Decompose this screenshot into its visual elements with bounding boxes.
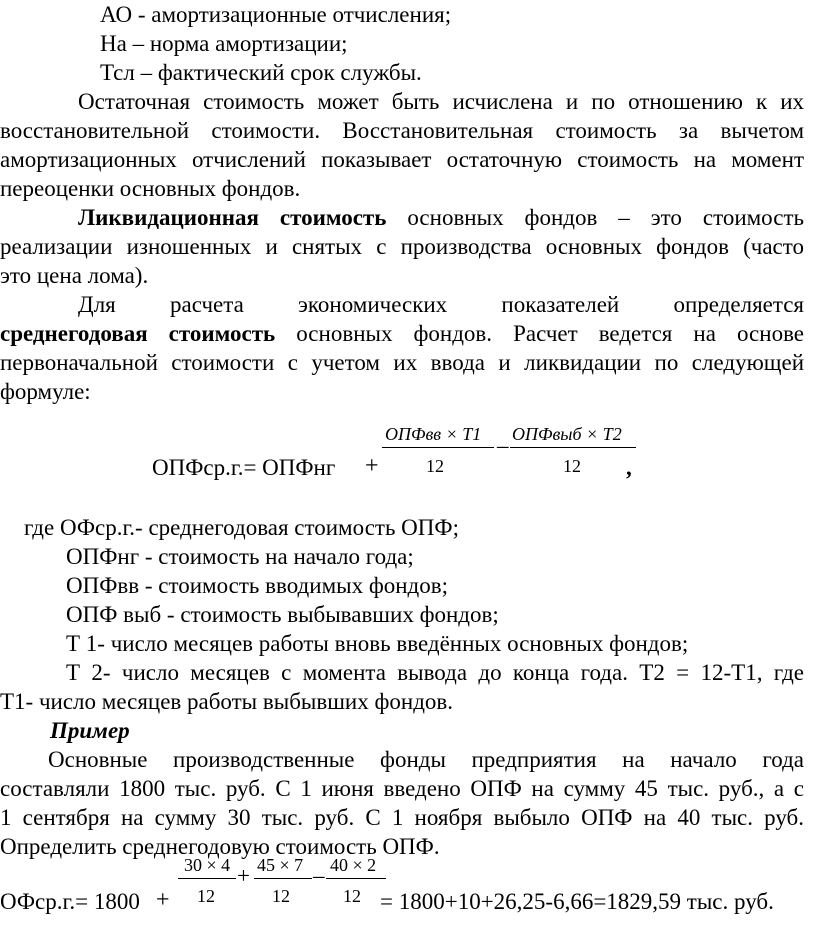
average-line-2: среднегодовая стоимость основных фондов. Расчет ведется на основе xyxy=(0,321,805,346)
average-term: среднегодовая стоимость xyxy=(0,321,276,346)
formula2-result: = 1800+10+26,25-6,66=1829,59 тыс. руб. xyxy=(380,889,774,914)
def-na: На – норма амортизации; xyxy=(100,31,348,56)
example-heading: Пример xyxy=(50,718,130,743)
formula2-d1: 12 xyxy=(197,886,215,906)
def-ofsrg: где ОФср.г.- среднегодовая стоимость ОПФ; xyxy=(24,515,459,540)
formula2-plus0: + xyxy=(156,887,170,913)
def-t1-retired: Т1- число месяцев работы выбывших фондов. xyxy=(0,689,454,714)
formula-minus: – xyxy=(497,433,509,458)
def-t2: Т 2- число месяцев с момента вывода до конца года. Т2 = 12-Т1, где xyxy=(66,660,804,685)
residual-line-1: Остаточная стоимость может быть исчислена и по отношению к их xyxy=(78,89,804,114)
formula-den2: 12 xyxy=(563,456,581,476)
average-line-3: первоначальной стоимости с учетом их ввода и ликвидации по следующей xyxy=(0,350,804,375)
fraction2-bar-2 xyxy=(254,878,312,879)
fraction2-bar-3 xyxy=(326,878,386,879)
average-line-1: Для расчета экономических показателей определяется xyxy=(78,292,804,317)
def-tsl: Тсл – фактический срок службы. xyxy=(100,60,422,85)
formula-den1: 12 xyxy=(426,456,444,476)
fraction2-bar-1 xyxy=(178,878,236,879)
def-opfvv: ОПФвв - стоимость вводимых фондов; xyxy=(66,573,448,598)
formula2-d2: 12 xyxy=(272,886,290,906)
formula2-n2: 45 × 7 xyxy=(257,855,304,875)
liquidation-line-2: реализации изношенных и снятых с производства основных фондов (часто xyxy=(0,234,804,259)
average-line-4: формуле: xyxy=(0,379,91,404)
fraction-bar-1 xyxy=(382,447,494,448)
example-line-1: Основные производственные фонды предприятия на начало года xyxy=(48,747,804,772)
example-line-2: составляли 1800 тыс. руб. С 1 июня введено ОПФ на сумму 45 тыс. руб., а с xyxy=(0,776,804,801)
residual-line-3: амортизационных отчислений показывает остаточную стоимость на момент xyxy=(0,147,804,172)
formula-num2: ОПФвыб × Т2 xyxy=(512,424,622,444)
residual-line-4: переоценки основных фондов. xyxy=(0,176,301,201)
formula-comma: , xyxy=(626,455,632,480)
fraction-bar-2 xyxy=(510,447,636,448)
formula-num1: ОПФвв × Т1 xyxy=(385,424,482,444)
formula-plus: + xyxy=(365,453,379,479)
formula2-d3: 12 xyxy=(343,886,361,906)
example-line-3: 1 сентября на сумму 30 тыс. руб. С 1 ноября выбыло ОПФ на 40 тыс. руб. xyxy=(0,805,804,830)
formula-lhs: ОПФср.г.= ОПФнг xyxy=(152,455,336,480)
example-line-4: Определить среднегодовую стоимость ОПФ. xyxy=(0,834,440,859)
def-t1: Т 1- число месяцев работы вновь введённых основных фондов; xyxy=(66,631,689,656)
liquidation-line-1: Ликвидационная стоимость основных фондов – это стоимость xyxy=(78,205,805,230)
def-opfng: ОПФнг - стоимость на начало года; xyxy=(66,544,414,569)
formula2-lhs: ОФср.г.= 1800 xyxy=(0,889,140,914)
def-ao: АО - амортизационные отчисления; xyxy=(100,2,452,27)
formula2-n3: 40 × 2 xyxy=(330,855,377,875)
liquidation-line-3: это цена лома). xyxy=(0,263,149,288)
formula2-n1: 30 × 4 xyxy=(184,855,231,875)
formula2-minus: – xyxy=(313,863,325,888)
residual-line-2: восстановительной стоимости. Восстановительная стоимость за вычетом xyxy=(0,118,804,143)
formula2-plus1: + xyxy=(237,863,250,888)
def-opfvyb: ОПФ выб - стоимость выбывавших фондов; xyxy=(66,602,499,627)
liquidation-term: Ликвидационная стоимость xyxy=(78,205,387,230)
